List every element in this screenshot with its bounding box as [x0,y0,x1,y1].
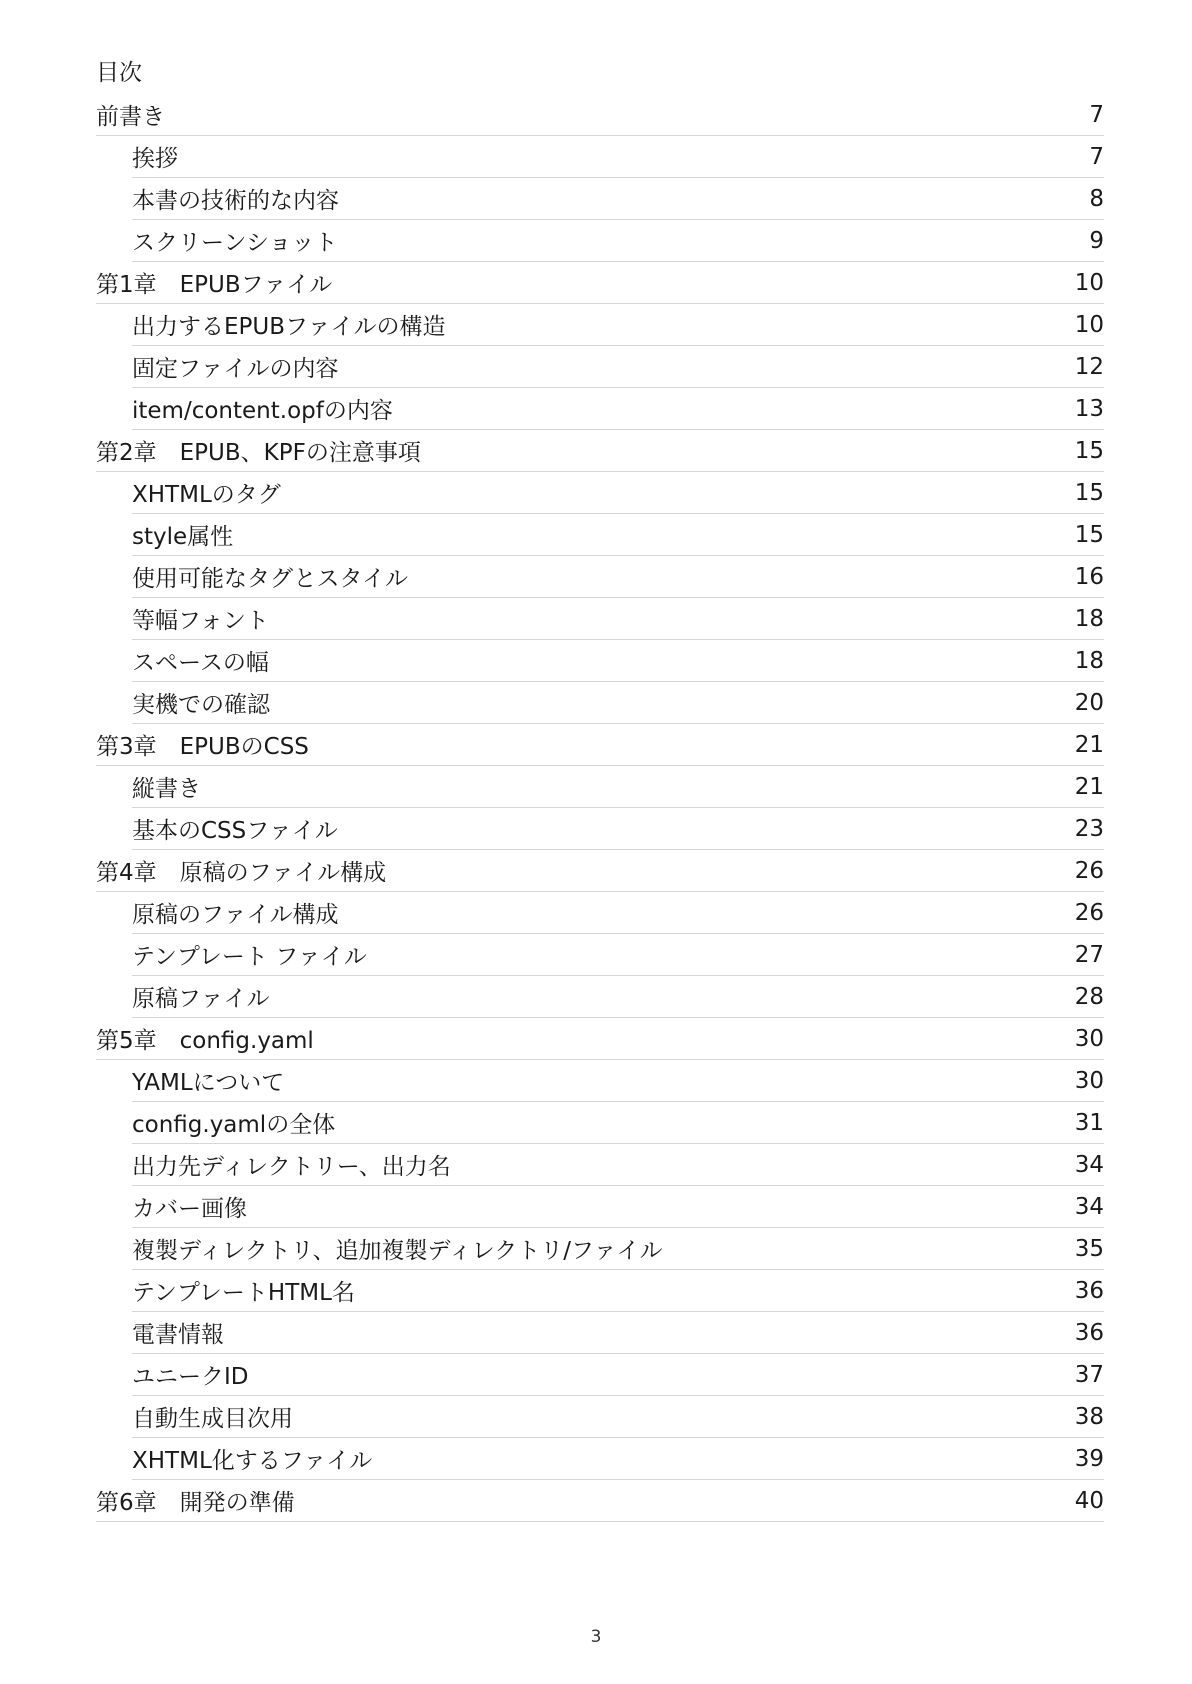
toc-entry-label: 縦書き [132,776,201,802]
toc-entry-label: 出力先ディレクトリー、出力名 [132,1154,451,1180]
toc-entry-label: 本書の技術的な内容 [132,188,339,214]
page-number: 3 [590,1627,602,1647]
toc-entry-label: 第4章 原稿のファイル構成 [96,860,387,886]
toc-entry-label: 挨拶 [132,146,178,172]
toc-entry-page-number: 16 [1074,563,1104,590]
toc-entry-label: 第2章 EPUB、KPFの注意事項 [96,440,421,466]
toc-entry-page-number: 18 [1074,605,1104,632]
toc-entry-label: 実機での確認 [132,692,270,718]
toc-section-entry[interactable] [132,766,1104,808]
toc-section-entry[interactable] [132,1396,1104,1438]
toc-entry-page-number: 35 [1074,1235,1104,1262]
toc-entry-label: YAMLについて [132,1070,285,1096]
toc-section-entry[interactable] [132,1186,1104,1228]
toc-section-entry[interactable] [132,808,1104,850]
toc-section-entry[interactable] [132,934,1104,976]
toc-chapter-entry[interactable] [96,1018,1104,1060]
toc-entry-label: 固定ファイルの内容 [132,356,339,382]
toc-section-entry[interactable] [132,682,1104,724]
toc-entry-page-number: 21 [1074,773,1104,800]
toc-section-entry[interactable] [132,1270,1104,1312]
toc-section-entry[interactable] [132,220,1104,262]
toc-entry-page-number: 38 [1074,1403,1104,1430]
toc-section-entry[interactable] [132,1312,1104,1354]
toc-entry-page-number: 23 [1074,815,1104,842]
toc-entry-page-number: 26 [1074,899,1104,926]
toc-entry-page-number: 18 [1074,647,1104,674]
toc-entry-label: 第1章 EPUBファイル [96,272,333,298]
toc-entry-page-number: 30 [1074,1067,1104,1094]
toc-chapter-entry[interactable] [96,1480,1104,1522]
toc-section-entry[interactable] [132,1354,1104,1396]
toc-section-entry[interactable] [132,556,1104,598]
toc-section-entry[interactable] [132,640,1104,682]
toc-entry-page-number: 15 [1074,437,1104,464]
toc-entry-label: style属性 [132,524,234,550]
toc-entry-page-number: 39 [1074,1445,1104,1472]
toc-entry-page-number: 13 [1074,395,1104,422]
toc-section-entry[interactable] [132,304,1104,346]
toc-entry-label: 基本のCSSファイル [132,818,338,844]
toc-section-entry[interactable] [132,472,1104,514]
toc-entry-page-number: 36 [1074,1277,1104,1304]
toc-chapter-entry[interactable] [96,850,1104,892]
toc-entry-page-number: 36 [1074,1319,1104,1346]
toc-section-entry[interactable] [132,1438,1104,1480]
toc-entry-page-number: 40 [1074,1487,1104,1514]
toc-section-entry[interactable] [132,1228,1104,1270]
toc-entry-page-number: 15 [1074,479,1104,506]
toc-entry-label: スペースの幅 [132,650,269,676]
toc-entry-page-number: 12 [1074,353,1104,380]
toc-section-entry[interactable] [132,178,1104,220]
toc-entry-page-number: 31 [1074,1109,1104,1136]
toc-section-entry[interactable] [132,1102,1104,1144]
toc-entry-page-number: 30 [1074,1025,1104,1052]
toc-entry-label: 第6章 開発の準備 [96,1490,295,1516]
toc-entry-label: 複製ディレクトリ、追加複製ディレクトリ/ファイル [132,1238,663,1264]
toc-section-entry[interactable] [132,346,1104,388]
toc-entry-page-number: 10 [1074,269,1104,296]
toc-list [96,94,1104,1522]
toc-entry-label: スクリーンショット [132,230,338,256]
toc-entry-page-number: 28 [1074,983,1104,1010]
toc-chapter-entry[interactable] [96,430,1104,472]
toc-section-entry[interactable] [132,976,1104,1018]
toc-entry-page-number: 34 [1074,1151,1104,1178]
toc-entry-page-number: 10 [1074,311,1104,338]
toc-section-entry[interactable] [132,1144,1104,1186]
toc-entry-label: テンプレート ファイル [132,944,367,970]
toc-entry-page-number: 8 [1089,185,1104,212]
toc-entry-label: 使用可能なタグとスタイル [132,566,408,592]
toc-section-entry[interactable] [132,514,1104,556]
toc-section-entry[interactable] [132,388,1104,430]
toc-entry-page-number: 26 [1074,857,1104,884]
toc-entry-label: 原稿のファイル構成 [132,902,339,928]
toc-entry-label: ユニークID [132,1364,249,1390]
toc-entry-label: 第3章 EPUBのCSS [96,734,309,760]
toc-entry-label: 等幅フォント [132,608,269,634]
table-of-contents [96,52,1104,1522]
toc-chapter-entry[interactable] [96,94,1104,136]
toc-entry-label: 前書き [96,104,165,130]
toc-section-entry[interactable] [132,1060,1104,1102]
toc-chapter-entry[interactable] [96,724,1104,766]
toc-section-entry[interactable] [132,892,1104,934]
toc-entry-page-number: 21 [1074,731,1104,758]
toc-entry-label: テンプレートHTML名 [132,1280,355,1306]
toc-entry-label: 原稿ファイル [132,986,270,1012]
toc-entry-page-number: 7 [1089,101,1104,128]
toc-entry-label: 出力するEPUBファイルの構造 [132,314,446,340]
toc-entry-page-number: 7 [1089,143,1104,170]
toc-entry-page-number: 37 [1074,1361,1104,1388]
toc-entry-label: 第5章 config.yaml [96,1028,314,1054]
toc-entry-page-number: 20 [1074,689,1104,716]
toc-section-entry[interactable] [132,598,1104,640]
toc-chapter-entry[interactable] [96,262,1104,304]
toc-entry-label: config.yamlの全体 [132,1112,336,1138]
toc-entry-label: XHTMLのタグ [132,482,281,508]
toc-entry-page-number: 27 [1074,941,1104,968]
toc-section-entry[interactable] [132,136,1104,178]
toc-entry-label: 自動生成目次用 [132,1406,293,1432]
toc-entry-page-number: 34 [1074,1193,1104,1220]
toc-entry-label: item/content.opfの内容 [132,398,393,424]
toc-entry-label: カバー画像 [132,1196,247,1222]
toc-title: 目次 [96,60,142,86]
toc-entry-page-number: 9 [1089,227,1104,254]
toc-entry-page-number: 15 [1074,521,1104,548]
toc-entry-label: XHTML化するファイル [132,1448,373,1474]
toc-entry-label: 電書情報 [132,1322,224,1348]
